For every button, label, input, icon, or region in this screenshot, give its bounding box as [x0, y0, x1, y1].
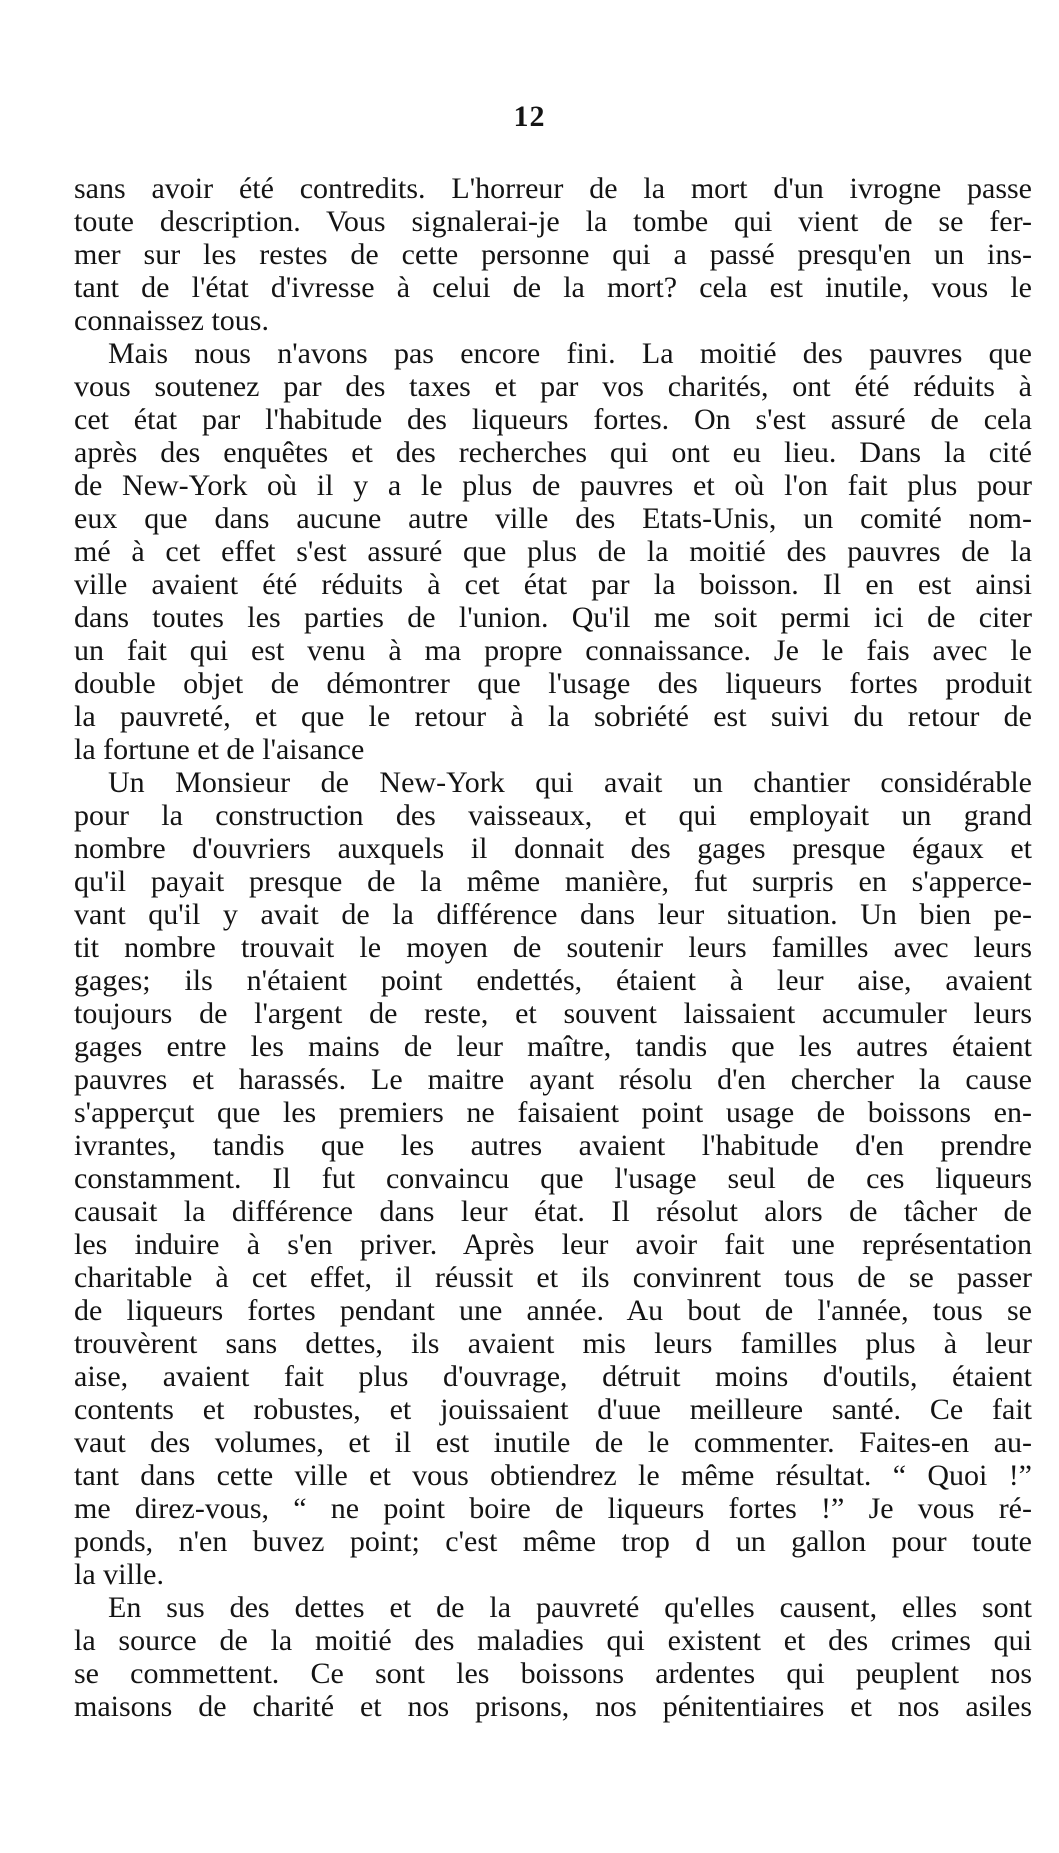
- text-line: gages; ils n'étaient point endettés, étaient à leur aise, avaient: [74, 964, 1032, 997]
- text-line: Un Monsieur de New-York qui avait un chantier considérable: [108, 766, 1032, 799]
- text-line: double objet de démontrer que l'usage des liqueurs fortes produit: [74, 667, 1032, 700]
- text-line: qu'il payait presque de la même manière, fut surpris en s'apperce-: [74, 865, 1032, 898]
- text-line: s'apperçut que les premiers ne faisaient point usage de boissons en-: [74, 1096, 1032, 1129]
- text-line: toute description. Vous signalerai-je la tombe qui vient de se fer-: [74, 205, 1032, 238]
- text-line: pour la construction des vaisseaux, et qui employait un grand: [74, 799, 1032, 832]
- text-line: vous soutenez par des taxes et par vos charités, ont été réduits à: [74, 370, 1032, 403]
- text-line: tit nombre trouvait le moyen de soutenir leurs familles avec leurs: [74, 931, 1032, 964]
- text-line: ponds, n'en buvez point; c'est même trop d un gallon pour toute: [74, 1525, 1032, 1558]
- text-line: trouvèrent sans dettes, ils avaient mis leurs familles plus à leur: [74, 1327, 1032, 1360]
- text-line: tant dans cette ville et vous obtiendrez le même résultat. “ Quoi !”: [74, 1459, 1032, 1492]
- text-line: les induire à s'en priver. Après leur avoir fait une représentation: [74, 1228, 1032, 1261]
- text-line: eux que dans aucune autre ville des Etats-Unis, un comité nom-: [74, 502, 1032, 535]
- text-line: maisons de charité et nos prisons, nos pénitentiaires et nos asiles: [74, 1690, 1032, 1723]
- text-line: la source de la moitié des maladies qui existent et des crimes qui: [74, 1624, 1032, 1657]
- text-line: Mais nous n'avons pas encore fini. La moitié des pauvres que: [108, 337, 1032, 370]
- text-line: pauvres et harassés. Le maitre ayant résolu d'en chercher la cause: [74, 1063, 1032, 1096]
- text-line: charitable à cet effet, il réussit et ils convinrent tous de se passer: [74, 1261, 1032, 1294]
- text-line: nombre d'ouvriers auxquels il donnait des gages presque égaux et: [74, 832, 1032, 865]
- text-line: se commettent. Ce sont les boissons ardentes qui peuplent nos: [74, 1657, 1032, 1690]
- text-line: dans toutes les parties de l'union. Qu'il me soit permi ici de citer: [74, 601, 1032, 634]
- paragraph: [74, 766, 1032, 1591]
- text-line: me direz-vous, “ ne point boire de liqueurs fortes !” Je vous ré-: [74, 1492, 1032, 1525]
- text-line: aise, avaient fait plus d'ouvrage, détruit moins d'outils, étaient: [74, 1360, 1032, 1393]
- text-line: ville avaient été réduits à cet état par la boisson. Il en est ainsi: [74, 568, 1032, 601]
- text-line: sans avoir été contredits. L'horreur de la mort d'un ivrogne passe: [74, 172, 1032, 205]
- text-line: tant de l'état d'ivresse à celui de la mort? cela est inutile, vous le: [74, 271, 1032, 304]
- text-line: mé à cet effet s'est assuré que plus de la moitié des pauvres de la: [74, 535, 1032, 568]
- text-line: la ville.: [74, 1558, 164, 1591]
- body-text: [74, 172, 1032, 1723]
- text-line: gages entre les mains de leur maître, tandis que les autres étaient: [74, 1030, 1032, 1063]
- text-line: vaut des volumes, et il est inutile de le commenter. Faites-en au-: [74, 1426, 1032, 1459]
- text-line: contents et robustes, et jouissaient d'uue meilleure santé. Ce fait: [74, 1393, 1032, 1426]
- paragraph: [74, 337, 1032, 766]
- text-line: de New-York où il y a le plus de pauvres et où l'on fait plus pour: [74, 469, 1032, 502]
- page-number: 12: [513, 100, 546, 133]
- paragraph: [74, 1591, 1032, 1723]
- text-line: la pauvreté, et que le retour à la sobriété est suivi du retour de: [74, 700, 1032, 733]
- text-line: constamment. Il fut convaincu que l'usage seul de ces liqueurs: [74, 1162, 1032, 1195]
- text-line: mer sur les restes de cette personne qui a passé presqu'en un ins-: [74, 238, 1032, 271]
- text-line: de liqueurs fortes pendant une année. Au bout de l'année, tous se: [74, 1294, 1032, 1327]
- text-line: vant qu'il y avait de la différence dans leur situation. Un bien pe-: [74, 898, 1032, 931]
- text-line: causait la différence dans leur état. Il résolut alors de tâcher de: [74, 1195, 1032, 1228]
- text-line: cet état par l'habitude des liqueurs fortes. On s'est assuré de cela: [74, 403, 1032, 436]
- paragraph: [74, 172, 1032, 337]
- text-line: toujours de l'argent de reste, et souvent laissaient accumuler leurs: [74, 997, 1032, 1030]
- text-line: connaissez tous.: [74, 304, 269, 337]
- text-line: En sus des dettes et de la pauvreté qu'elles causent, elles sont: [108, 1591, 1032, 1624]
- text-line: un fait qui est venu à ma propre connaissance. Je le fais avec le: [74, 634, 1032, 667]
- text-line: la fortune et de l'aisance: [74, 733, 365, 766]
- text-line: après des enquêtes et des recherches qui ont eu lieu. Dans la cité: [74, 436, 1032, 469]
- text-line: ivrantes, tandis que les autres avaient l'habitude d'en prendre: [74, 1129, 1032, 1162]
